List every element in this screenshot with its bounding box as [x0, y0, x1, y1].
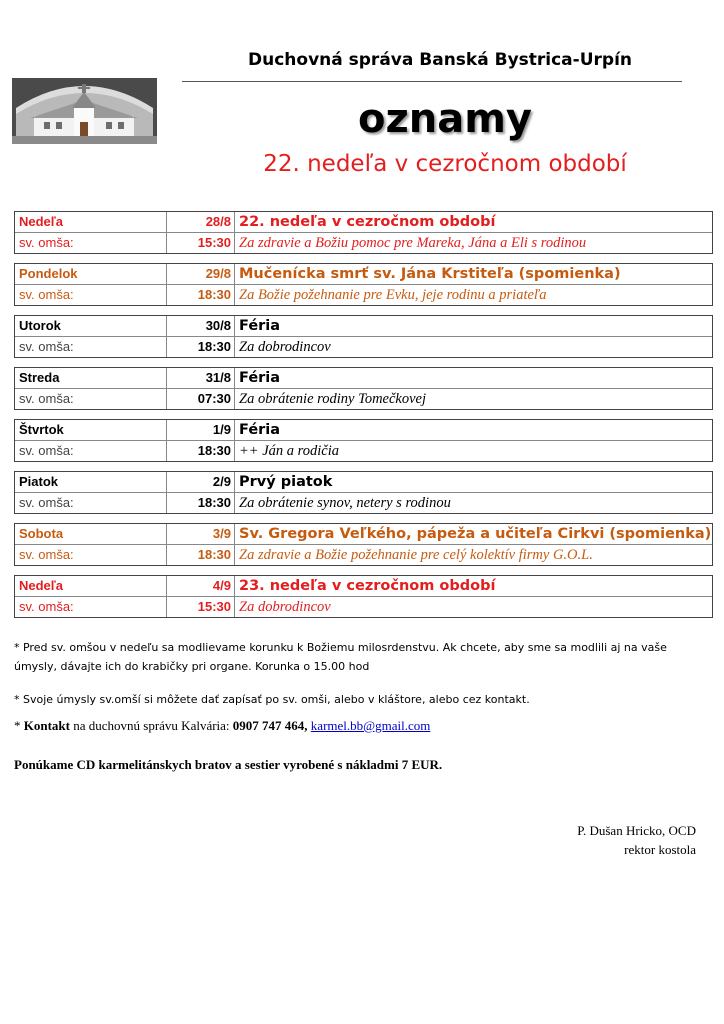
mass-intention: Za dobrodincov [239, 339, 331, 355]
day-name: Nedeľa [15, 212, 167, 232]
day-date: 28/8 [167, 212, 235, 232]
day-name: Štvrtok [15, 420, 167, 440]
day-event: Prvý piatok [239, 474, 333, 490]
mass-label: sv. omša: [15, 233, 167, 253]
mass-label: sv. omša: [15, 285, 167, 305]
note-cd-offer: Ponúkame CD karmelitánskych bratov a sestier vyrobené s nákladmi 7 EUR. [14, 757, 443, 772]
mass-intention: ++ Ján a rodičia [239, 443, 339, 459]
note-contact-separator: , [304, 718, 311, 733]
day-date: 2/9 [167, 472, 235, 492]
contact-email-link[interactable]: karmel.bb@gmail.com [310, 718, 431, 733]
mass-time: 18:30 [167, 337, 235, 357]
signature [577, 821, 696, 859]
note-contact-prefix: * [14, 718, 24, 733]
day-row [15, 524, 712, 544]
day-name: Pondelok [15, 264, 167, 284]
note-rosary: * Pred sv. omšou v nedeľu sa modlievame korunku k Božiemu milosrdenstvu. Ak chcete, aby sme sa modlili aj na vaše úmysly, dávajte ich do krabičky pri organe. Korunka o 15.00 hod [14, 641, 667, 673]
day-row [15, 420, 712, 440]
day-name: Sobota [15, 524, 167, 544]
day-block [14, 263, 713, 306]
day-row [15, 472, 712, 492]
day-row [15, 368, 712, 388]
page-subtitle: 22. nedeľa v cezročnom období [263, 151, 627, 177]
mass-row [15, 596, 712, 617]
mass-intention: Za obrátenie synov, netery s rodinou [239, 495, 451, 511]
day-name: Nedeľa [15, 576, 167, 596]
note-contact-text: na duchovnú správu Kalvária: [69, 718, 233, 733]
mass-label: sv. omša: [15, 493, 167, 513]
day-event: 22. nedeľa v cezročnom období [239, 214, 496, 230]
church-photo [12, 78, 157, 144]
day-block [14, 315, 713, 358]
day-event: Féria [239, 318, 281, 334]
mass-intention: Za Božie požehnanie pre Evku, jeje rodinu a priateľa [239, 287, 547, 303]
mass-time: 18:30 [167, 493, 235, 513]
header-divider [182, 81, 682, 82]
day-block [14, 523, 713, 566]
notes-section [14, 638, 704, 773]
mass-row [15, 388, 712, 409]
day-name: Streda [15, 368, 167, 388]
mass-row [15, 336, 712, 357]
day-block [14, 419, 713, 462]
day-block [14, 471, 713, 514]
day-block [14, 575, 713, 618]
note-contact-label: Kontakt [23, 718, 70, 733]
day-date: 1/9 [167, 420, 235, 440]
day-row [15, 212, 712, 232]
mass-intention: Za zdravie a Božiu pomoc pre Mareka, Jána a Eli s rodinou [239, 235, 587, 251]
weekly-schedule [14, 211, 713, 627]
mass-intention: Za zdravie a Božie požehnanie pre celý kolektív firmy G.O.L. [239, 547, 593, 563]
mass-time: 15:30 [167, 597, 235, 617]
day-event: Sv. Gregora Veľkého, pápeža a učiteľa Cirkvi (spomienka) [239, 526, 712, 542]
contact-phone: 0907 747 464 [232, 718, 305, 733]
parish-title: Duchovná správa Banská Bystrica-Urpín [248, 50, 632, 70]
mass-row [15, 544, 712, 565]
mass-label: sv. omša: [15, 441, 167, 461]
day-date: 30/8 [167, 316, 235, 336]
signature-name: P. Dušan Hricko, OCD [577, 823, 696, 838]
mass-time: 07:30 [167, 389, 235, 409]
mass-time: 15:30 [167, 233, 235, 253]
day-row [15, 316, 712, 336]
day-name: Piatok [15, 472, 167, 492]
day-event: Féria [239, 422, 281, 438]
day-row [15, 576, 712, 596]
mass-label: sv. omša: [15, 545, 167, 565]
day-date: 31/8 [167, 368, 235, 388]
signature-role: rektor kostola [624, 842, 696, 857]
day-date: 29/8 [167, 264, 235, 284]
note-intentions: * Svoje úmysly sv.omší si môžete dať zapísať po sv. omši, alebo v kláštore, alebo cez kontakt. [14, 693, 530, 706]
mass-row [15, 440, 712, 461]
mass-row [15, 492, 712, 513]
day-event: 23. nedeľa v cezročnom období [239, 578, 496, 594]
mass-label: sv. omša: [15, 389, 167, 409]
mass-label: sv. omša: [15, 337, 167, 357]
day-date: 3/9 [167, 524, 235, 544]
day-row [15, 264, 712, 284]
day-block [14, 367, 713, 410]
page-title: oznamy [358, 96, 532, 142]
mass-intention: Za dobrodincov [239, 599, 331, 615]
day-block [14, 211, 713, 254]
day-date: 4/9 [167, 576, 235, 596]
mass-row [15, 284, 712, 305]
mass-time: 18:30 [167, 545, 235, 565]
day-event: Mučenícka smrť sv. Jána Krstiteľa (spomienka) [239, 266, 621, 282]
mass-intention: Za obrátenie rodiny Tomečkovej [239, 391, 426, 407]
note-contact [14, 718, 704, 734]
mass-row [15, 232, 712, 253]
day-name: Utorok [15, 316, 167, 336]
mass-time: 18:30 [167, 285, 235, 305]
mass-label: sv. omša: [15, 597, 167, 617]
day-event: Féria [239, 370, 281, 386]
mass-time: 18:30 [167, 441, 235, 461]
